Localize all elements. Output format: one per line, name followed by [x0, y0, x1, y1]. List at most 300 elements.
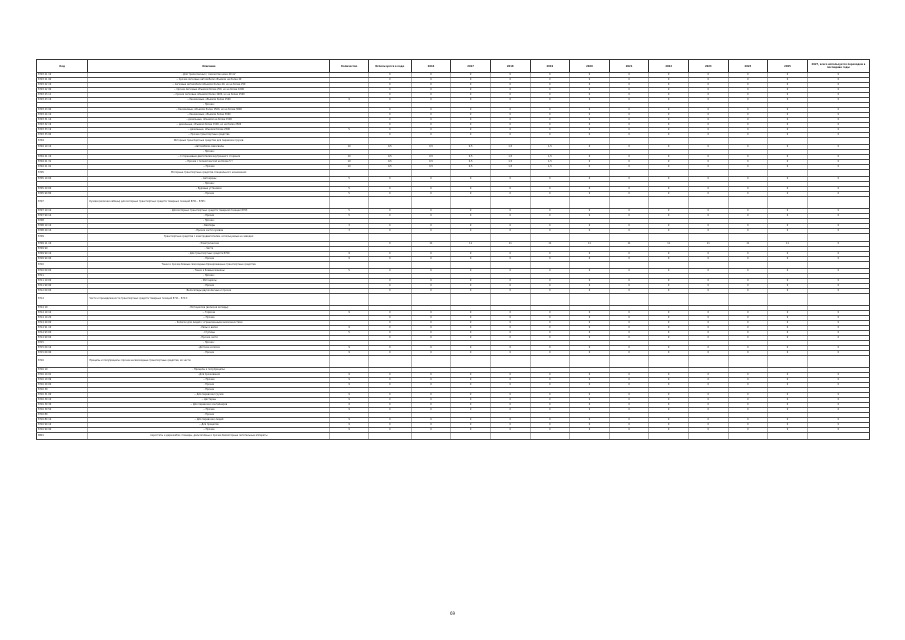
cell-value: 0: [768, 289, 808, 294]
table-row: [37, 433, 870, 440]
cell-value: 0: [490, 123, 530, 128]
cell-value: [807, 197, 869, 209]
cell-code: 8716 39 10: [37, 398, 88, 403]
cell-value: 0: [609, 108, 649, 113]
cell-value: 0: [530, 316, 570, 321]
cell-code: 8714 10 20: [37, 316, 88, 321]
cell-value: 0: [768, 229, 808, 234]
cell-value: 0: [368, 128, 411, 133]
cell-value: 0: [728, 393, 768, 398]
cell-value: 0: [688, 88, 728, 93]
cell-value: 0: [411, 187, 451, 192]
cell-value: 0: [490, 383, 530, 388]
cell-value: 0: [728, 398, 768, 403]
cell-value: 0: [649, 229, 689, 234]
cell-code: 8709 90 90: [37, 257, 88, 262]
cell-value: 0: [728, 83, 768, 88]
cell-value: [451, 262, 491, 269]
cell-value: 0: [530, 118, 570, 123]
cell-value: 0: [530, 257, 570, 262]
cell-value: 9: [330, 398, 369, 403]
cell-description: - Прочие: [88, 388, 330, 393]
cell-value: 0: [570, 284, 610, 289]
cell-value: 0: [728, 118, 768, 123]
cell-code: 8711 10 00: [37, 279, 88, 284]
cell-value: 0: [649, 128, 689, 133]
cell-value: 0: [768, 128, 808, 133]
cell-value: 0: [649, 326, 689, 331]
cell-description: - Электрические: [88, 242, 330, 247]
cell-value: 1,5: [530, 155, 570, 160]
cell-value: 0: [451, 326, 491, 331]
cell-value: 0: [368, 403, 411, 408]
cell-value: 0: [649, 145, 689, 150]
cell-value: 0: [688, 351, 728, 356]
cell-value: 0: [728, 403, 768, 408]
cell-value: 0: [451, 209, 491, 214]
cell-value: 0: [530, 346, 570, 351]
cell-value: 0: [807, 224, 869, 229]
cell-value: 0: [368, 418, 411, 423]
cell-value: 0: [411, 108, 451, 113]
cell-value: 0: [570, 83, 610, 88]
cell-value: 9: [330, 408, 369, 413]
cell-value: 0: [368, 284, 411, 289]
cell-value: 0: [688, 321, 728, 326]
cell-value: 9: [330, 311, 369, 316]
cell-value: 0: [807, 423, 869, 428]
cell-value: 0: [807, 214, 869, 219]
cell-code: 8716 90 10: [37, 423, 88, 428]
cell-value: 0: [609, 383, 649, 388]
cell-value: 0: [649, 108, 689, 113]
cell-value: [570, 294, 610, 306]
cell-value: 0: [530, 98, 570, 103]
cell-value: 0: [688, 393, 728, 398]
cell-value: 0: [570, 145, 610, 150]
cell-value: 0: [807, 93, 869, 98]
cell-value: 0: [411, 321, 451, 326]
cell-value: 0: [368, 214, 411, 219]
cell-value: 0: [728, 160, 768, 165]
cell-value: 0: [688, 177, 728, 182]
cell-value: 0: [570, 346, 610, 351]
cell-value: 0: [768, 321, 808, 326]
cell-description: - Прицепы и полуприцепы:: [88, 368, 330, 373]
cell-value: 0: [530, 252, 570, 257]
cell-value: 0: [609, 78, 649, 83]
cell-value: 0: [368, 383, 411, 388]
cell-value: 0: [570, 93, 610, 98]
cell-value: 0: [368, 123, 411, 128]
cell-value: 0: [728, 336, 768, 341]
cell-value: 0,5: [411, 145, 451, 150]
cell-description: Моторные транспортные средства для перевозки грузов:: [88, 138, 330, 145]
cell-value: 0: [451, 428, 491, 433]
cell-value: 0: [451, 316, 491, 321]
cell-description: - Прочие: [88, 284, 330, 289]
cell-value: 0: [807, 284, 869, 289]
cell-value: [368, 294, 411, 306]
cell-value: 0: [807, 403, 869, 408]
cell-value: 0: [570, 336, 610, 341]
cell-value: 0: [649, 98, 689, 103]
cell-value: [768, 234, 808, 242]
cell-value: 0: [570, 398, 610, 403]
cell-value: 0: [490, 351, 530, 356]
cell-value: 0: [807, 192, 869, 197]
cell-code: 8715 00 90: [37, 351, 88, 356]
cell-description: -- Прочие: [88, 408, 330, 413]
cell-value: 0: [807, 83, 869, 88]
cell-value: 0: [728, 155, 768, 160]
cell-value: 0: [368, 98, 411, 103]
cell-description: -- бензиновые, объемом более 1500, но не более 3000: [88, 108, 330, 113]
cell-value: 0: [570, 326, 610, 331]
cell-description: Транспортные средства с электродвигателем, используемые на заводах:: [88, 234, 330, 242]
cell-value: 0: [688, 383, 728, 388]
cell-value: 0: [411, 192, 451, 197]
cell-description: - Прочие: [88, 351, 330, 356]
cell-value: 0: [368, 269, 411, 274]
cell-value: 0: [649, 160, 689, 165]
cell-value: 0: [728, 311, 768, 316]
cell-code: 8715: [37, 341, 88, 346]
cell-description: -- прочие легковые автомобили объемом не более 49: [88, 78, 330, 83]
cell-value: 0: [688, 316, 728, 321]
cell-description: - Рамы и вилки: [88, 326, 330, 331]
cell-code: 8714 10: [37, 306, 88, 311]
cell-value: 0: [368, 326, 411, 331]
cell-code: 8710: [37, 262, 88, 269]
cell-value: 10: [330, 145, 369, 150]
cell-value: 0: [807, 73, 869, 78]
cell-value: 0: [609, 187, 649, 192]
cell-value: 0: [490, 229, 530, 234]
cell-value: 0: [807, 123, 869, 128]
cell-value: 0: [768, 428, 808, 433]
cell-value: 0,5: [451, 165, 491, 170]
cell-value: 0: [688, 336, 728, 341]
cell-value: 0: [649, 393, 689, 398]
cell-value: 0: [688, 423, 728, 428]
cell-value: 0: [451, 423, 491, 428]
cell-value: 0,5: [451, 155, 491, 160]
cell-value: [368, 356, 411, 368]
cell-code: 8716 80 10: [37, 418, 88, 423]
cell-value: 0: [570, 393, 610, 398]
cell-value: 0: [570, 311, 610, 316]
cell-value: [411, 138, 451, 145]
cell-value: 0: [368, 229, 411, 234]
cell-code: 8704 21 10: [37, 155, 88, 160]
cell-value: 0: [609, 418, 649, 423]
cell-value: 0: [451, 118, 491, 123]
cell-value: 0: [451, 284, 491, 289]
cell-value: 0: [451, 108, 491, 113]
cell-value: 0: [768, 418, 808, 423]
cell-value: 0: [530, 279, 570, 284]
cell-value: 0: [688, 78, 728, 83]
cell-value: 9: [330, 403, 369, 408]
cell-code: 8703 24 10: [37, 113, 88, 118]
cell-value: 0: [649, 316, 689, 321]
cell-value: 0: [570, 418, 610, 423]
cell-value: 0: [530, 133, 570, 138]
cell-value: 0,5: [368, 165, 411, 170]
cell-value: 0: [451, 98, 491, 103]
cell-value: 0: [807, 336, 869, 341]
cell-value: [768, 356, 808, 368]
cell-value: [768, 294, 808, 306]
cell-value: 0: [807, 155, 869, 160]
cell-value: 0: [570, 224, 610, 229]
cell-description: - Прочие:: [88, 150, 330, 155]
cell-value: 0: [570, 279, 610, 284]
cell-value: 0: [649, 187, 689, 192]
cell-value: 0: [490, 408, 530, 413]
cell-value: 0: [451, 252, 491, 257]
cell-value: 0: [649, 177, 689, 182]
cell-value: 0: [807, 98, 869, 103]
cell-value: [768, 197, 808, 209]
cell-description: - Прочие: [88, 413, 330, 418]
cell-code: 8703 21 10: [37, 73, 88, 78]
cell-value: 0: [411, 88, 451, 93]
cell-value: 0: [411, 128, 451, 133]
cell-code: 8711 90 90: [37, 284, 88, 289]
cell-value: 0: [728, 108, 768, 113]
cell-value: 0: [411, 177, 451, 182]
cell-description: Велосипеды двухколесные и прочие: [88, 289, 330, 294]
cell-value: 0: [649, 73, 689, 78]
cell-value: 0: [807, 351, 869, 356]
cell-value: [570, 433, 610, 440]
cell-value: 0: [451, 133, 491, 138]
cell-value: 0: [768, 209, 808, 214]
cell-value: 0: [451, 279, 491, 284]
header-year: 2017: [451, 60, 491, 73]
cell-value: 11: [728, 242, 768, 247]
cell-value: 0: [807, 177, 869, 182]
cell-value: [530, 262, 570, 269]
cell-value: 0: [570, 316, 610, 321]
cell-value: [728, 234, 768, 242]
cell-value: 0: [768, 145, 808, 150]
cell-value: 0: [530, 336, 570, 341]
cell-value: 0: [768, 378, 808, 383]
cell-value: 0: [649, 133, 689, 138]
cell-value: 0: [490, 93, 530, 98]
cell-value: 0: [649, 192, 689, 197]
cell-value: 0: [807, 160, 869, 165]
cell-value: 0: [728, 145, 768, 150]
cell-value: 0: [411, 403, 451, 408]
cell-value: 0: [649, 88, 689, 93]
cell-value: 5: [330, 331, 369, 336]
cell-value: 0: [570, 155, 610, 160]
cell-value: 0: [688, 83, 728, 88]
cell-value: 0: [688, 214, 728, 219]
cell-value: 0: [728, 113, 768, 118]
cell-value: [570, 138, 610, 145]
cell-code: 8714: [37, 294, 88, 306]
cell-value: 0: [649, 321, 689, 326]
cell-value: [768, 138, 808, 145]
cell-value: 0: [609, 269, 649, 274]
cell-value: 0,5: [411, 155, 451, 160]
cell-description: - Для проживания: [88, 373, 330, 378]
cell-value: 0: [490, 378, 530, 383]
cell-description: -- Прочие: [88, 378, 330, 383]
header-year: 2025: [768, 60, 808, 73]
cell-value: [368, 170, 411, 177]
cell-code: 8801: [37, 433, 88, 440]
cell-description: - Прочие:: [88, 103, 330, 108]
cell-code: 8707: [37, 197, 88, 209]
cell-description: Прицепы и полуприцепы; прочие несамоходные транспортные средства; их части:: [88, 356, 330, 368]
cell-value: 0: [768, 98, 808, 103]
table-row: [37, 262, 870, 269]
cell-value: 0: [451, 336, 491, 341]
cell-value: 0: [451, 177, 491, 182]
cell-value: [688, 294, 728, 306]
cell-value: [490, 433, 530, 440]
cell-value: 0: [368, 408, 411, 413]
cell-value: [807, 262, 869, 269]
cell-value: 0: [609, 279, 649, 284]
cell-value: 11: [570, 242, 610, 247]
cell-value: 0: [609, 423, 649, 428]
cell-value: [609, 356, 649, 368]
cell-value: 0: [728, 279, 768, 284]
cell-value: 0: [688, 311, 728, 316]
cell-value: 0: [451, 192, 491, 197]
cell-code: 8709: [37, 234, 88, 242]
cell-value: [768, 170, 808, 177]
cell-value: 0: [728, 229, 768, 234]
cell-description: -- легковые автомобили объемом более 49, но не более 250: [88, 83, 330, 88]
cell-value: 0: [490, 108, 530, 113]
cell-value: 0: [768, 214, 808, 219]
cell-value: 5: [330, 209, 369, 214]
cell-description: - Прочие: [88, 383, 330, 388]
cell-value: 0: [411, 428, 451, 433]
cell-value: 0: [490, 88, 530, 93]
cell-value: 0: [768, 133, 808, 138]
cell-value: [530, 197, 570, 209]
cell-value: 0: [451, 289, 491, 294]
cell-value: [451, 197, 491, 209]
header-year: 2020: [570, 60, 610, 73]
cell-value: 0: [530, 187, 570, 192]
cell-value: [490, 356, 530, 368]
cell-value: 0: [649, 311, 689, 316]
cell-value: 0: [807, 331, 869, 336]
cell-value: 0: [649, 423, 689, 428]
cell-value: [330, 138, 369, 145]
cell-code: 8716 30: [37, 388, 88, 393]
cell-code: 8704: [37, 138, 88, 145]
header-code: Код: [37, 60, 88, 73]
cell-code: 8705 20 00: [37, 187, 88, 192]
cell-value: 0: [609, 351, 649, 356]
cell-value: 0: [807, 373, 869, 378]
cell-value: 0: [649, 118, 689, 123]
cell-value: [728, 138, 768, 145]
cell-description: - Для транспортных средств 8709: [88, 252, 330, 257]
cell-value: 0: [570, 373, 610, 378]
cell-value: 0: [649, 284, 689, 289]
cell-value: 0: [530, 331, 570, 336]
cell-value: 0: [451, 269, 491, 274]
cell-value: 0: [451, 373, 491, 378]
cell-value: 0: [451, 123, 491, 128]
cell-code: 8703 23 11: [37, 93, 88, 98]
cell-value: [649, 234, 689, 242]
cell-value: 0: [609, 311, 649, 316]
cell-value: 5: [330, 177, 369, 182]
cell-value: 11: [451, 242, 491, 247]
cell-value: [330, 170, 369, 177]
cell-value: 0: [451, 257, 491, 262]
cell-value: 0: [490, 224, 530, 229]
cell-value: 9: [330, 373, 369, 378]
cell-value: 1,5: [490, 160, 530, 165]
cell-value: 0: [807, 252, 869, 257]
cell-value: [728, 262, 768, 269]
cell-value: [330, 262, 369, 269]
cell-value: 11: [688, 242, 728, 247]
cell-value: 0: [490, 373, 530, 378]
cell-code: 8716: [37, 356, 88, 368]
cell-value: 9: [330, 423, 369, 428]
cell-value: 0: [688, 284, 728, 289]
cell-value: 0: [728, 383, 768, 388]
cell-value: [490, 234, 530, 242]
cell-description: -- Для прицепов: [88, 423, 330, 428]
cell-code: 8709 11 10: [37, 242, 88, 247]
cell-value: 0: [530, 209, 570, 214]
cell-description: - Прочие: [88, 214, 330, 219]
cell-code: 8716 10 99: [37, 378, 88, 383]
cell-value: 0: [688, 118, 728, 123]
cell-value: [451, 170, 491, 177]
cell-value: 1,5: [490, 155, 530, 160]
cell-value: 0: [768, 269, 808, 274]
cell-value: 0: [807, 78, 869, 83]
cell-value: 9: [330, 326, 369, 331]
cell-code: 8708 29 10: [37, 229, 88, 234]
cell-value: 0: [490, 403, 530, 408]
cell-description: -- дизельные, объемом более 2500: [88, 128, 330, 133]
cell-value: 0: [368, 88, 411, 93]
table-row: [37, 170, 870, 177]
header-year: 2024: [728, 60, 768, 73]
cell-value: 0: [490, 73, 530, 78]
cell-value: 10: [330, 160, 369, 165]
cell-description: - Прочие:: [88, 182, 330, 187]
cell-value: 0: [368, 209, 411, 214]
cell-description: -- Прочие транспортные средства: [88, 133, 330, 138]
cell-value: 0: [570, 257, 610, 262]
cell-value: 0: [451, 229, 491, 234]
cell-description: -- Прочие: [88, 316, 330, 321]
cell-value: 0: [570, 113, 610, 118]
cell-value: 0: [807, 242, 869, 247]
cell-code: 8716 10 91: [37, 373, 88, 378]
cell-description: Кузова (включая кабины) для моторных транспортных средств товарных позиций 8701 - 8705:: [88, 197, 330, 209]
